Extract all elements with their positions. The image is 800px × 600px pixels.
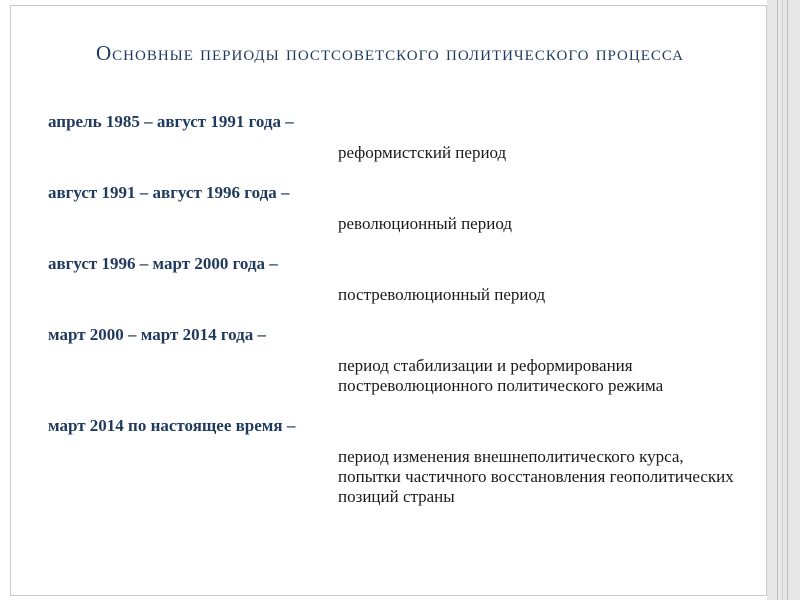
period-description: период стабилизации и реформирования постреволюционного политического режима	[338, 356, 664, 395]
period-description: реформистский период	[338, 143, 507, 162]
period-range: август 1991 – август 1996 года –	[48, 183, 290, 202]
period-description: постреволюционный период	[338, 285, 546, 304]
period-item	[48, 325, 748, 396]
period-description: период изменения внешнеполитического курса, попытки частичного восстановления геополитических позиций страны	[338, 447, 734, 506]
period-range: август 1996 – март 2000 года –	[48, 254, 278, 273]
period-range: март 2014 по настоящее время –	[48, 416, 296, 435]
period-range: март 2000 – март 2014 года –	[48, 325, 266, 344]
period-item	[48, 416, 748, 507]
slide-title: Основные периоды постсоветского политического процесса	[96, 41, 684, 65]
slide-edge-band	[767, 0, 800, 600]
edge-stripe	[787, 0, 788, 600]
periods-list	[48, 112, 748, 507]
period-item	[48, 254, 748, 305]
period-item	[48, 112, 748, 163]
edge-stripe	[782, 0, 783, 600]
period-range: апрель 1985 – август 1991 года –	[48, 112, 294, 131]
edge-stripe	[777, 0, 778, 600]
period-item	[48, 183, 748, 234]
period-description: революционный период	[338, 214, 512, 233]
